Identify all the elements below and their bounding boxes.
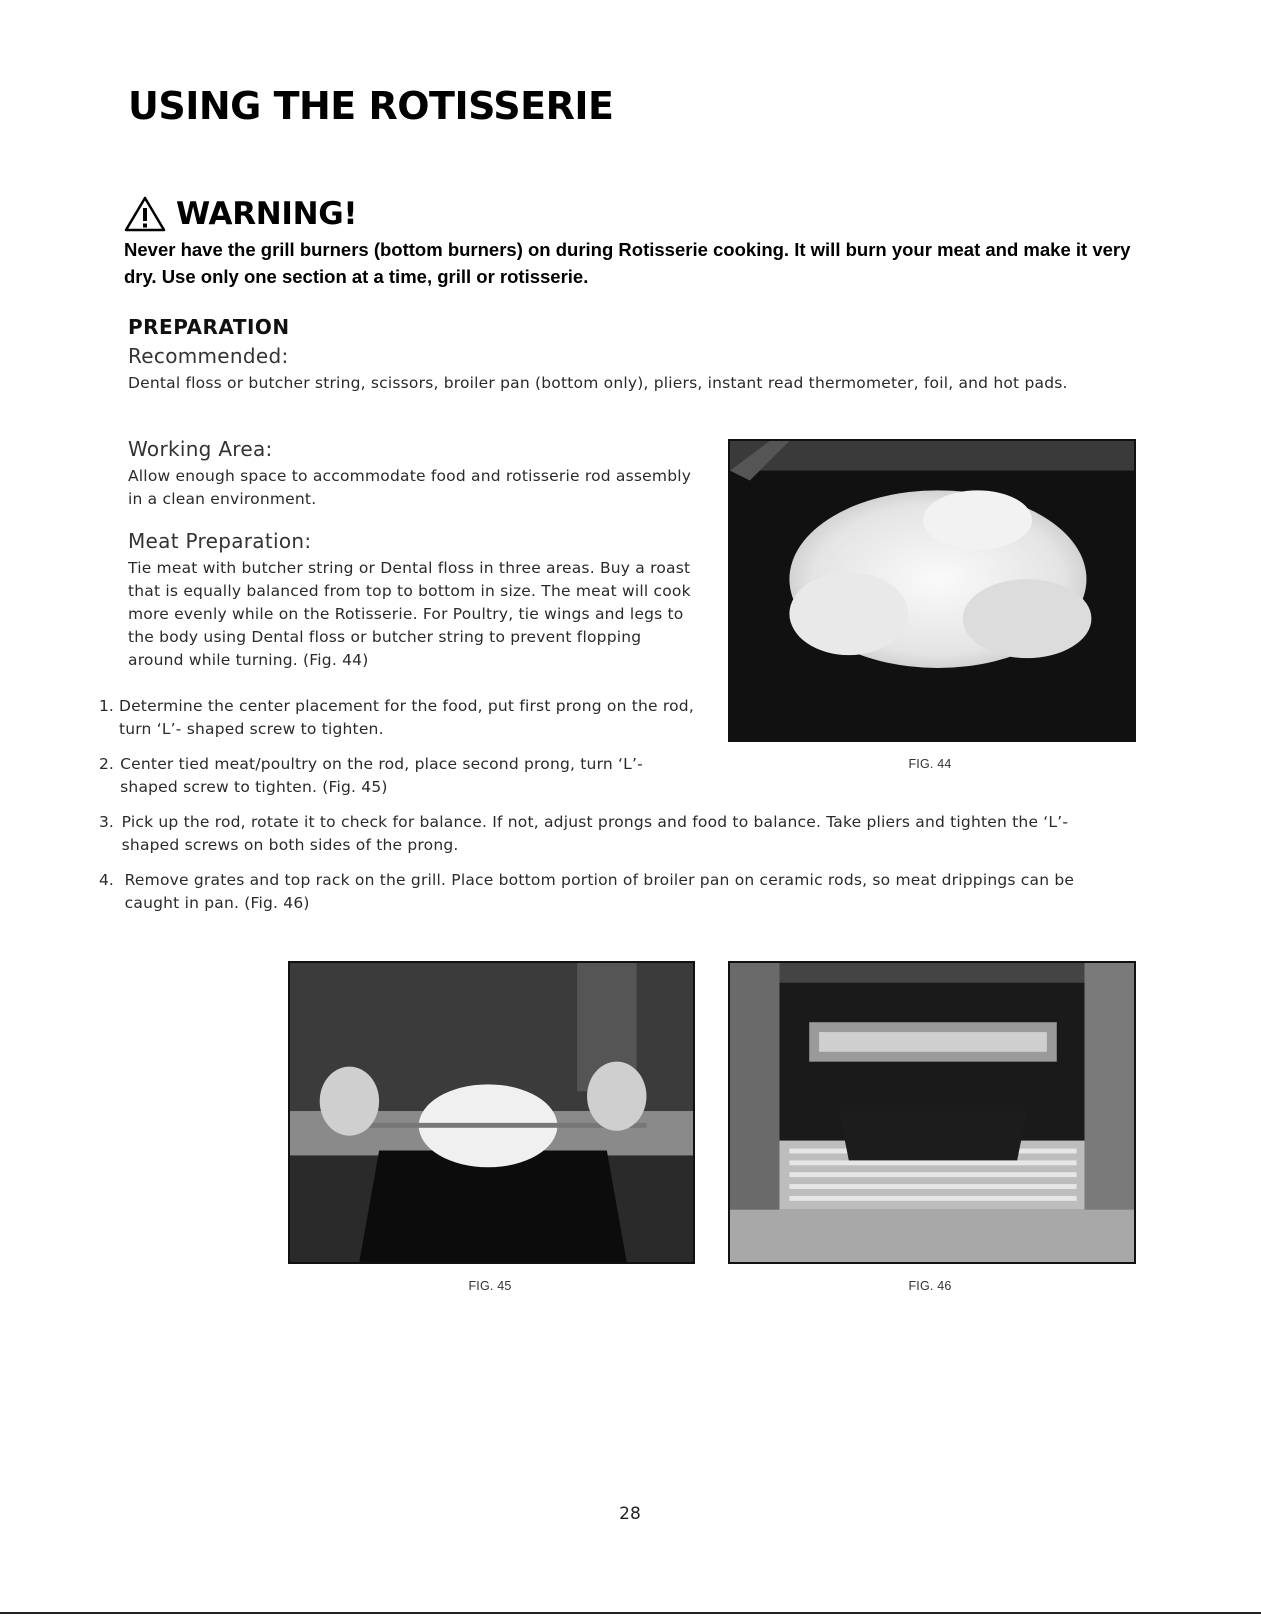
- preparation-heading: PREPARATION: [128, 315, 290, 339]
- fig-44-caption: FIG. 44: [908, 757, 952, 771]
- meat-preparation-heading: Meat Preparation:: [128, 529, 312, 553]
- warning-text: Never have the grill burners (bottom burners) on during Rotisserie cooking. It will burn your meat and make it very dry. Use only one section at a time, grill or rotisserie.: [124, 239, 1131, 287]
- warning-triangle-icon: [124, 196, 166, 232]
- list-item: [99, 753, 700, 799]
- fig-45-photo: [288, 961, 695, 1264]
- working-area-text: Allow enough space to accommodate food and rotisserie rod assembly in a clean environment.: [128, 467, 692, 508]
- meat-preparation-section: [128, 529, 700, 672]
- step-number: 2.: [99, 755, 114, 773]
- warning-title: WARNING!: [176, 196, 358, 232]
- list-item: [99, 869, 1133, 915]
- fig-44-photo: [728, 439, 1136, 742]
- working-area-section: [128, 437, 700, 511]
- step-text: Pick up the rod, rotate it to check for balance. If not, adjust prongs and food to balance. Take pliers and tighten the ‘L’- shaped screws on both sides of the prong.: [121, 813, 1069, 854]
- list-item: [99, 811, 1128, 857]
- working-area-heading: Working Area:: [128, 437, 273, 461]
- page-title: USING THE ROTISSERIE: [128, 84, 614, 128]
- warning-header: [124, 196, 357, 232]
- step-number: 4.: [99, 871, 114, 889]
- recommended-section: [128, 344, 1118, 395]
- page-number: 28: [619, 1504, 641, 1524]
- recommended-text: Dental floss or butcher string, scissors, broiler pan (bottom only), pliers, instant read thermometer, foil, and hot pads.: [128, 374, 1068, 392]
- fig-46-caption: FIG. 46: [908, 1279, 952, 1293]
- fig-45-caption: FIG. 45: [468, 1279, 512, 1293]
- fig-46-photo: [728, 961, 1136, 1264]
- step-text: Determine the center placement for the food, put first prong on the rod, turn ‘L’- shaped screw to tighten.: [118, 697, 694, 738]
- list-item: [99, 695, 700, 741]
- step-text: Center tied meat/poultry on the rod, place second prong, turn ‘L’- shaped screw to tighten. (Fig. 45): [120, 755, 643, 796]
- recommended-heading: Recommended:: [128, 344, 289, 368]
- bottom-rule: [0, 1612, 1261, 1614]
- step-text: Remove grates and top rack on the grill. Place bottom portion of broiler pan on ceramic rods, so meat drippings can be caught in pan. (Fig. 46): [124, 871, 1075, 912]
- meat-preparation-text: Tie meat with butcher string or Dental floss in three areas. Buy a roast that is equally balanced from top to bottom in size. The meat will cook more evenly while on the Rotisserie. For Poultry, tie wings and legs to the body using Dental floss or butcher string to prevent flopping around while turning. (Fig. 44): [128, 559, 691, 669]
- step-number: 1.: [99, 697, 114, 715]
- step-number: 3.: [99, 813, 114, 831]
